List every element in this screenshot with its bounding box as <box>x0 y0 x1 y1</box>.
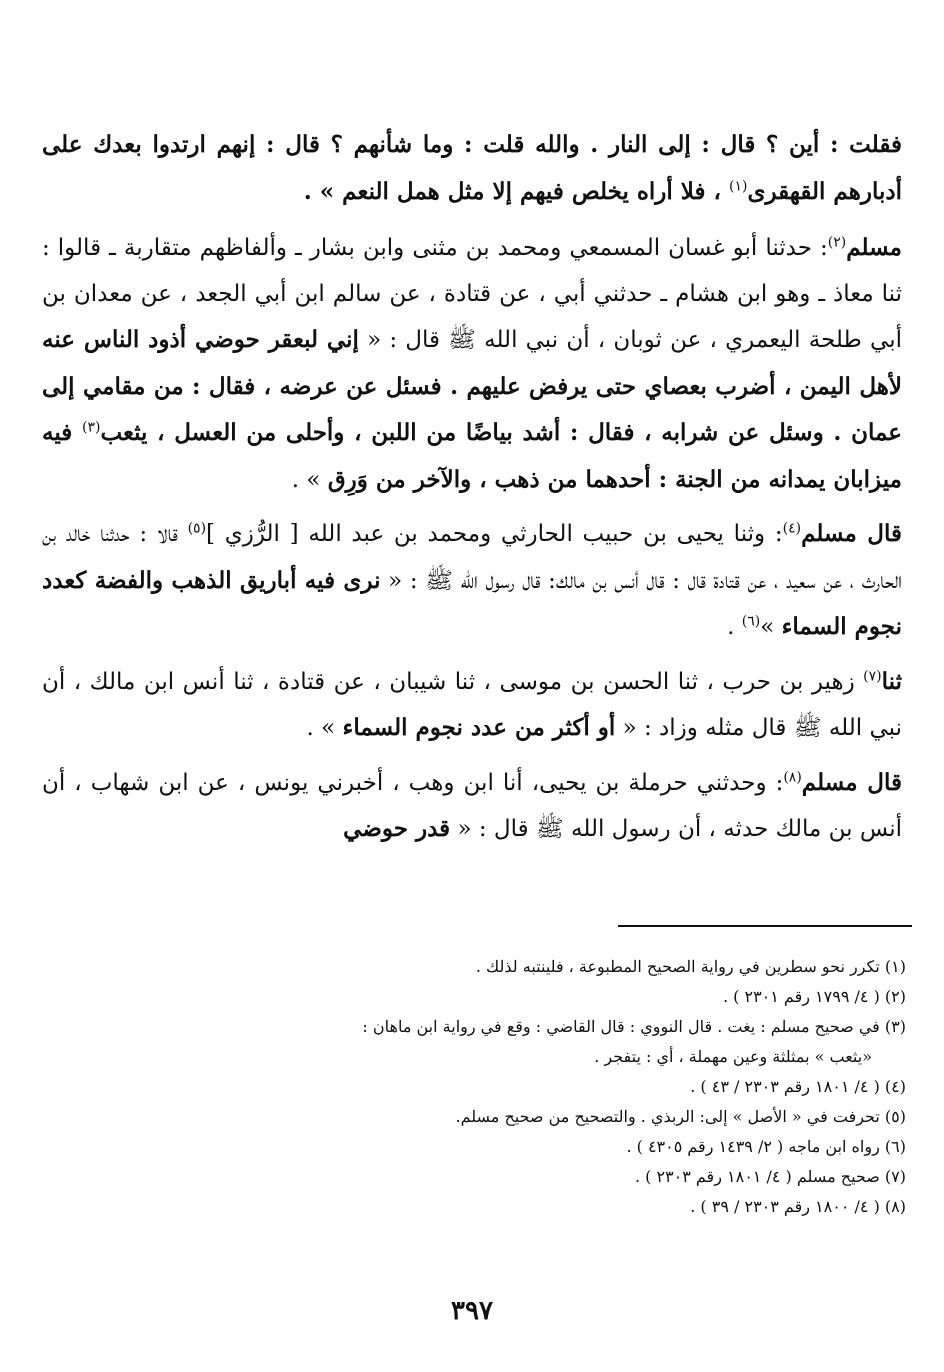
footnote-4: (٤) ( ٤/ ١٨٠١ رقم ٢٣٠٣ / ٤٣ ) . <box>690 1077 906 1096</box>
paragraph-2 <box>42 225 902 503</box>
hadith-text: نرى فيه أباريق الذهب والفضة كعدد نجوم السماء <box>42 566 902 640</box>
footnote-ref: (٢) <box>827 234 847 251</box>
paragraph-4 <box>42 659 902 752</box>
footnote-ref: (٦) <box>741 613 761 630</box>
closing-quote: » . <box>306 715 343 741</box>
hadith-text: أو أكثر من عدد نجوم السماء <box>342 714 616 741</box>
closing-quote: » . <box>291 466 328 493</box>
isnad-text: : حدثنا أبو غسان المسمعي ومحمد بن مثنى وابن بشار ـ وألفاظهم متقاربة ـ قالوا : ثنا معاذ ـ وهو ابن هشام ـ حدثني أبي ، عن قتادة ، عن سالم ابن أبي الجعد ، عن معدان بن أبي طلحة اليعمري ، عن ثوبان ، أن نبي الله ﷺ قال : « <box>42 235 902 353</box>
footnote-ref: (٨) <box>783 768 802 785</box>
source-label: قال مسلم <box>801 768 902 796</box>
isnad-text: زهير بن حرب ، ثنا الحسن بن موسى ، ثنا شيبان ، عن قتادة ، ثنا أنس ابن مالك ، أن نبي الله ﷺ قال مثله وزاد : « <box>42 668 902 741</box>
isnad-text: : وثنا يحيى بن حبيب الحارثي ومحمد بن عبد الله [ الرُّزي ] <box>206 521 783 547</box>
closing-punctuation: . <box>727 614 742 640</box>
source-label: قال مسلم <box>801 520 902 547</box>
isnad-text: : وحدثني حرملة بن يحيى، أنا ابن وهب ، أخبرني يونس ، عن ابن شهاب ، أن أنس بن مالك حدثه ، أن رسول الله ﷺ قال : « <box>42 769 902 842</box>
source-label: ثنا <box>881 667 902 695</box>
footnote-ref: (٣) <box>81 419 101 436</box>
footnote-5: (٥) تحرفت في « الأصل » إلى: الربذي . والتصحيح من صحيح مسلم. <box>455 1107 906 1126</box>
footnotes <box>56 952 906 1222</box>
footnote-ref: (٧) <box>863 667 882 684</box>
footnote-ref: (٥) <box>187 520 207 537</box>
footnote-8: (٨) ( ٤/ ١٨٠٠ رقم ٢٣٠٣ / ٣٩ ) . <box>690 1197 906 1216</box>
hadith-text: فيه ميزابان يمدانه من الجنة : أحدهما من ذهب ، والآخر من وَرِق <box>42 419 902 493</box>
closing-quote: » <box>760 614 782 640</box>
footnote-divider <box>618 925 912 927</box>
hadith-text: إني لبعقر حوضي أذود الناس عنه لأهل اليمن ، أضرب بعصاي حتى يرفض عليهم . فسئل عن عرضه ، فقال : من مقامي إلى عمان . وسئل عن شرابه ، فقال : أشد بياضًا من اللبن ، وأحلى من العسل ، يثعب <box>42 326 902 446</box>
isnad-text: قالا : حدثنا خالد بن الحارث ، عن سعيد ، عن قتادة قال : قال أنس بن مالك: قال رسول الله ﷺ : « <box>42 521 902 594</box>
footnote-1: (١) تكرر نحو سطرين في رواية الصحيح المطبوعة ، فلينتبه لذلك . <box>475 957 906 976</box>
footnote-3: (٣) في صحيح مسلم : يغت . قال النووي : قال القاضي : وقع في رواية ابن ماهان : <box>362 1017 906 1036</box>
main-text <box>42 122 902 861</box>
paragraph-1 <box>42 122 902 215</box>
hadith-text: ، فلا أراه يخلص فيهم إلا مثل همل النعم » . <box>303 177 729 205</box>
footnote-2: (٢) ( ٤/ ١٧٩٩ رقم ٢٣٠١ ) . <box>722 987 906 1006</box>
footnote-ref: (٤) <box>782 520 802 537</box>
source-label: مسلم <box>846 234 902 261</box>
paragraph-3 <box>42 511 902 651</box>
footnote-6: (٦) رواه ابن ماجه ( ٢/ ١٤٣٩ رقم ٤٣٠٥ ) . <box>626 1137 906 1156</box>
hadith-text: فقلت : أين ؟ قال : إلى النار . والله قلت : وما شأنهم ؟ قال : إنهم ارتدوا بعدك على أدبارهم القهقرى <box>42 131 902 205</box>
footnote-ref: (١) <box>728 177 748 194</box>
page-number: ٣٩٧ <box>451 1296 493 1326</box>
footnote-7: (٧) صحيح مسلم ( ٤/ ١٨٠١ رقم ٢٣٠٣ ) . <box>634 1167 906 1186</box>
hadith-text: قدر حوضي <box>343 815 451 842</box>
paragraph-5 <box>42 760 902 853</box>
footnote-3-continuation: «يثعب » بمثلثة وعين مهملة ، أي : يتفجر . <box>594 1047 872 1066</box>
